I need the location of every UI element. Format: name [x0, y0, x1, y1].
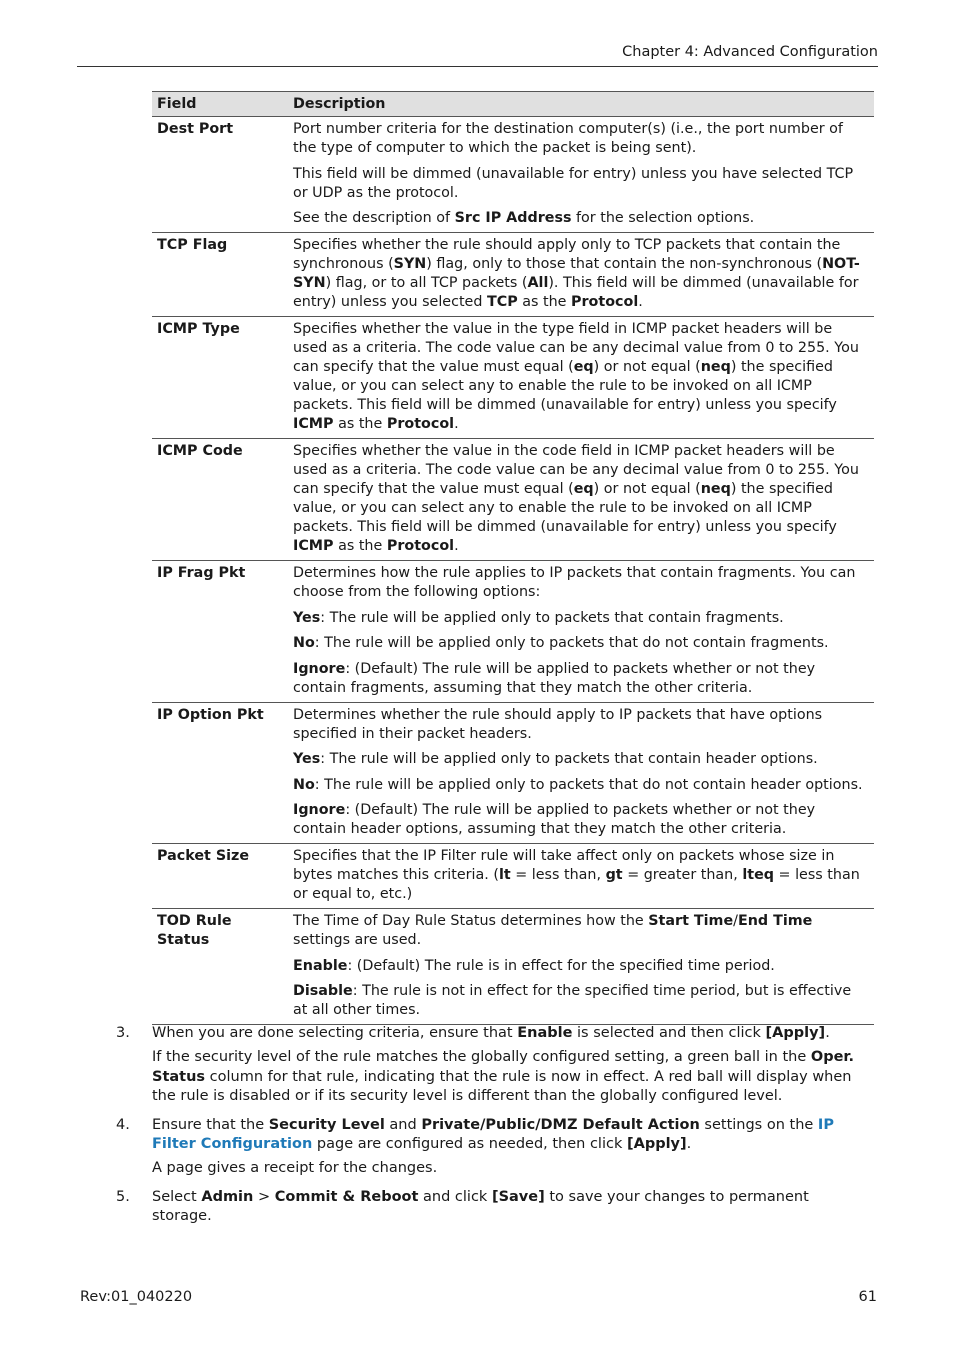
description-paragraph: [293, 209, 869, 228]
text-run: .: [454, 538, 459, 554]
bold-term: Protocol: [386, 416, 455, 432]
bold-term: Enable: [517, 1025, 573, 1041]
text-run: column for that rule, indicating that the rule is now in effect. A red ball will display when the rule is disabled or if its security level is different than the globally configured level.: [152, 1068, 852, 1104]
text-run: /: [733, 913, 738, 929]
step-paragraph: [152, 1024, 856, 1044]
bold-term: Enable: [293, 957, 348, 974]
field-name-cell: Dest Port: [152, 117, 288, 233]
text-run: : The rule will be applied only to packets that contain fragments.: [320, 609, 784, 626]
bold-term: ICMP: [293, 416, 334, 432]
text-run: .: [638, 294, 643, 310]
column-header-description: Description: [288, 92, 874, 117]
field-name-cell: Packet Size: [152, 844, 288, 909]
table-row: [152, 561, 874, 703]
description-cell: [288, 317, 874, 439]
bold-term: TCP: [486, 294, 518, 310]
procedure-steps: [116, 1024, 856, 1236]
text-run: = greater than,: [622, 867, 743, 883]
table-row: [152, 439, 874, 561]
bold-term: lteq: [742, 867, 774, 883]
text-run: ) or not equal (: [593, 359, 701, 375]
text-run: ) flag, or to all TCP packets (: [325, 275, 528, 291]
text-run: Ensure that the: [152, 1116, 269, 1133]
description-paragraph: [293, 634, 869, 653]
text-run: for the selection options.: [571, 210, 755, 226]
text-run: settings on the: [699, 1116, 818, 1133]
text-run: Port number criteria for the destination computer(s) (i.e., the port number of the type of computer to which the packet is being sent).: [293, 121, 843, 156]
step-paragraph: [152, 1159, 856, 1179]
description-paragraph: [293, 847, 869, 904]
step-paragraph: [152, 1116, 856, 1155]
table-header-row: [152, 92, 874, 117]
text-run: A page gives a receipt for the changes.: [152, 1160, 438, 1176]
bold-term: Protocol: [386, 538, 455, 554]
bold-term: No: [293, 635, 315, 651]
column-header-field: Field: [152, 92, 288, 117]
bold-term: [Save]: [491, 1188, 545, 1205]
field-name-cell: ICMP Type: [152, 317, 288, 439]
table-row: [152, 909, 874, 1025]
field-name-cell: ICMP Code: [152, 439, 288, 561]
text-run: is selected and then click: [572, 1025, 766, 1041]
text-run: Specifies that the IP Filter rule will take affect only on packets whose size in bytes matches this criteria. (: [293, 848, 835, 883]
text-run: as the: [517, 294, 572, 310]
text-run: Specifies whether the value in the code field in ICMP packet headers will be used as a criteria. The code value can be any decimal value from 0 to 255. You can specify that the value must equal (: [293, 443, 859, 497]
text-run: as the: [333, 416, 387, 432]
text-run: as the: [333, 538, 387, 554]
step-paragraph: [152, 1048, 856, 1107]
bold-term: Ignore: [293, 660, 346, 677]
text-run: : The rule will be applied only to packets that do not contain header options.: [314, 776, 863, 793]
bold-term: No: [293, 776, 315, 793]
text-run: page are configured as needed, then click: [312, 1136, 627, 1152]
text-run: and click: [418, 1188, 492, 1205]
text-run: = less than or equal to, etc.): [293, 867, 860, 902]
bold-term: eq: [573, 359, 594, 375]
bold-term: Oper. Status: [152, 1049, 855, 1085]
bold-term: neq: [700, 359, 731, 375]
bold-term: Security Level: [268, 1116, 385, 1133]
text-run: and: [384, 1116, 422, 1133]
text-run: Specifies whether the rule should apply only to TCP packets that contain the synchronous (: [293, 237, 841, 272]
description-paragraph: [293, 442, 869, 556]
field-description-table: [152, 91, 874, 1025]
bold-term: Admin: [201, 1188, 254, 1205]
bold-term: [Apply]: [765, 1025, 826, 1041]
description-cell: [288, 439, 874, 561]
text-run: This field will be dimmed (unavailable for entry) unless you have selected TCP or UDP as the protocol.: [293, 165, 854, 201]
text-run: If the security level of the rule matches the globally configured setting, a green ball in the: [152, 1049, 811, 1065]
bold-term: Disable: [293, 983, 353, 999]
text-run: .: [686, 1136, 692, 1152]
step-number: 3.: [116, 1025, 130, 1041]
step-item: [116, 1188, 856, 1227]
text-run: >: [253, 1188, 275, 1205]
bold-term: Yes: [293, 751, 321, 767]
description-paragraph: [293, 912, 869, 950]
description-paragraph: [293, 564, 869, 602]
description-paragraph: [293, 660, 869, 698]
description-paragraph: [293, 706, 869, 744]
description-cell: [288, 844, 874, 909]
text-run: : The rule will be applied only to packets that contain header options.: [320, 751, 818, 767]
step-item: [116, 1116, 856, 1179]
text-run: ). This field will be dimmed (unavailable for entry) unless you selected: [293, 275, 859, 310]
field-name-cell: IP Option Pkt: [152, 702, 288, 844]
field-name-cell: TCP Flag: [152, 233, 288, 317]
description-paragraph: [293, 609, 869, 628]
bold-term: [Apply]: [626, 1136, 687, 1152]
ip-filter-configuration-link[interactable]: IP Filter Configuration: [152, 1116, 834, 1152]
bold-term: All: [527, 275, 549, 291]
running-header: [77, 44, 878, 67]
text-run: settings are used.: [293, 932, 422, 948]
bold-term: Private/Public/DMZ Default Action: [421, 1116, 700, 1133]
text-run: : (Default) The rule will be applied to packets whether or not they contain header options, assuming that they match the other criteria.: [293, 802, 816, 837]
text-run: When you are done selecting criteria, ensure that: [152, 1025, 518, 1041]
step-number: 4.: [116, 1116, 130, 1133]
text-run: .: [825, 1025, 830, 1041]
bold-term: Src IP Address: [454, 210, 572, 226]
description-paragraph: [293, 236, 869, 312]
field-name-cell: IP Frag Pkt: [152, 561, 288, 703]
footer-revision: Rev:01_040220: [80, 1289, 193, 1305]
table-row: [152, 844, 874, 909]
footer-page-number: 61: [858, 1289, 877, 1305]
text-run: : (Default) The rule is in effect for the specified time period.: [347, 957, 775, 974]
text-run: : (Default) The rule will be applied to packets whether or not they contain fragments, assuming that they match the other criteria.: [293, 660, 816, 696]
table-row: [152, 317, 874, 439]
step-paragraph: [152, 1188, 856, 1227]
bold-term: Protocol: [571, 294, 639, 310]
bold-term: eq: [573, 481, 594, 497]
description-cell: [288, 117, 874, 233]
description-paragraph: [293, 801, 869, 839]
bold-term: Start Time: [648, 913, 734, 929]
text-run: Specifies whether the value in the type field in ICMP packet headers will be used as a criteria. The code value can be any decimal value from 0 to 255. You can specify that the value must equal (: [293, 321, 859, 375]
description-paragraph: [293, 750, 869, 769]
text-run: .: [454, 416, 459, 432]
step-item: [116, 1024, 856, 1107]
table-row: [152, 233, 874, 317]
table-row: [152, 117, 874, 233]
description-paragraph: [293, 165, 869, 203]
bold-term: Ignore: [293, 802, 346, 818]
text-run: Select: [152, 1188, 202, 1205]
bold-term: gt: [605, 867, 623, 883]
text-run: : The rule will be applied only to packets that do not contain fragments.: [314, 635, 829, 651]
description-paragraph: [293, 320, 869, 434]
chapter-title: Chapter 4: Advanced Configuration: [622, 44, 878, 60]
bold-term: NOT-SYN: [293, 256, 860, 291]
text-run: ) the specified value, or you can select any to enable the rule to be invoked on all ICMP packets. This field will be dimmed (unavailable for entry) unless you specify: [293, 359, 837, 413]
description-cell: [288, 702, 874, 844]
bold-term: ICMP: [293, 538, 334, 554]
bold-term: Commit & Reboot: [274, 1188, 419, 1205]
text-run: Determines how the rule applies to IP packets that contain fragments. You can choose from the following options:: [293, 565, 856, 600]
text-run: to save your changes to permanent storage.: [152, 1188, 809, 1224]
text-run: : The rule is not in effect for the specified time period, but is effective at all other times.: [293, 983, 852, 1018]
description-paragraph: [293, 776, 869, 795]
step-number: 5.: [116, 1188, 130, 1205]
bold-term: SYN: [393, 256, 427, 272]
text-run: ) or not equal (: [593, 481, 701, 497]
table-row: [152, 702, 874, 844]
description-paragraph: [293, 120, 869, 158]
bold-term: lt: [498, 867, 511, 883]
field-name-cell: TOD Rule Status: [152, 909, 288, 1025]
description-cell: [288, 233, 874, 317]
text-run: ) flag, only to those that contain the non-synchronous (: [426, 256, 823, 272]
bold-term: neq: [700, 481, 731, 497]
text-run: Determines whether the rule should apply to IP packets that have options specified in their packet headers.: [293, 706, 823, 742]
description-paragraph: [293, 957, 869, 976]
text-run: ) the specified value, or you can select any to enable the rule to be invoked on all ICMP packets. This field will be dimmed (unavailable for entry) unless you specify: [293, 481, 837, 535]
text-run: See the description of: [293, 210, 455, 226]
bold-term: End Time: [737, 913, 813, 929]
description-cell: [288, 909, 874, 1025]
description-cell: [288, 561, 874, 703]
text-run: = less than,: [510, 867, 606, 883]
bold-term: Yes: [293, 609, 321, 626]
description-paragraph: [293, 982, 869, 1020]
table-body: [152, 117, 874, 1025]
text-run: The Time of Day Rule Status determines how the: [293, 913, 649, 929]
